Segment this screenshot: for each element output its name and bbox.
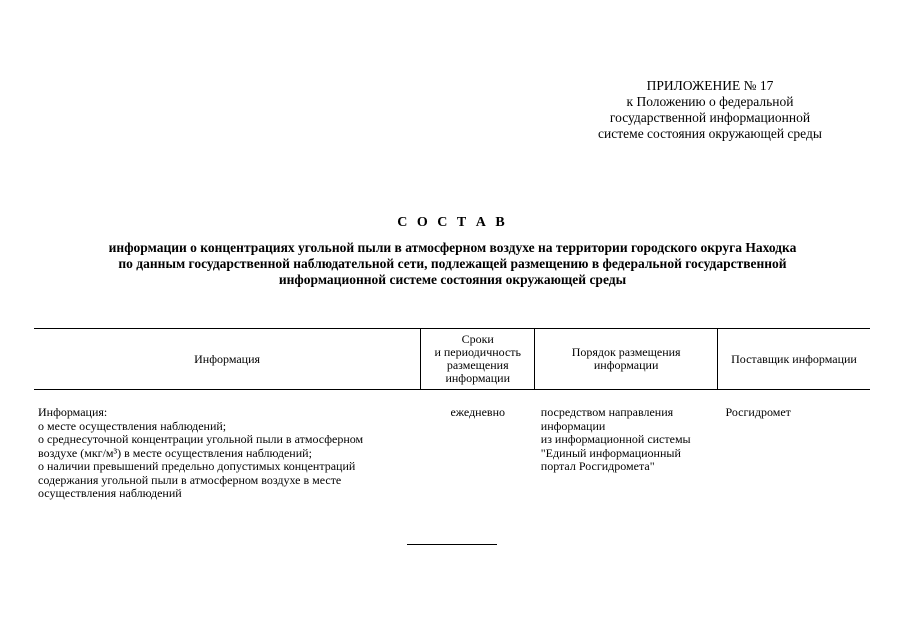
order-line: информации — [540, 418, 606, 433]
info-line: о среднесуточной концентрации угольной пыли в атмосферном — [38, 432, 364, 446]
document-subtitle — [50, 240, 855, 288]
info-line: осуществления наблюдений — [38, 486, 182, 500]
info-line: содержания угольной пыли в атмосферном воздухе в месте — [38, 472, 342, 487]
header-frequency: Сроки и периодичность размещения информации — [421, 329, 535, 390]
appendix-line: системе состояния окружающей среды — [598, 126, 822, 141]
cell-supplier: Росгидромет — [725, 405, 791, 419]
subtitle-line: информационной системе состояния окружающей среды — [278, 272, 627, 287]
header-supplier: Поставщик информации — [718, 329, 871, 390]
info-line: Информация: — [38, 405, 108, 419]
info-line: о месте осуществления наблюдений; — [38, 418, 227, 433]
subtitle-line: по данным государственной наблюдательной сети, подлежащей размещению в федеральной государственной — [118, 256, 787, 271]
cell-frequency: ежедневно — [450, 405, 506, 419]
document-title: С О С Т А В — [397, 215, 508, 230]
header-order: Порядок размещения информации — [535, 329, 718, 390]
order-line: портал Росгидромета" — [540, 459, 655, 473]
appendix-block — [560, 78, 860, 142]
order-line: из информационной системы — [540, 432, 691, 446]
appendix-number: ПРИЛОЖЕНИЕ № 17 — [646, 78, 774, 93]
info-line: о наличии превышений предельно допустимых концентраций — [38, 459, 356, 473]
order-line: посредством направления — [540, 405, 674, 419]
composition-table — [34, 328, 870, 501]
subtitle-line: информации о концентрациях угольной пыли в атмосферном воздухе на территории городского округа Находка — [108, 240, 797, 255]
table-row — [34, 390, 870, 501]
end-divider — [407, 544, 497, 545]
appendix-line: к Положению о федеральной — [626, 94, 794, 109]
table-header-row — [34, 329, 870, 390]
cell-information — [34, 390, 421, 501]
appendix-line: государственной информационной — [609, 110, 811, 125]
order-line: "Единый информационный — [540, 445, 681, 460]
info-line: воздухе (мкг/м³) в месте осуществления наблюдений; — [38, 445, 312, 460]
header-information: Информация — [34, 329, 421, 390]
cell-order — [535, 390, 718, 501]
